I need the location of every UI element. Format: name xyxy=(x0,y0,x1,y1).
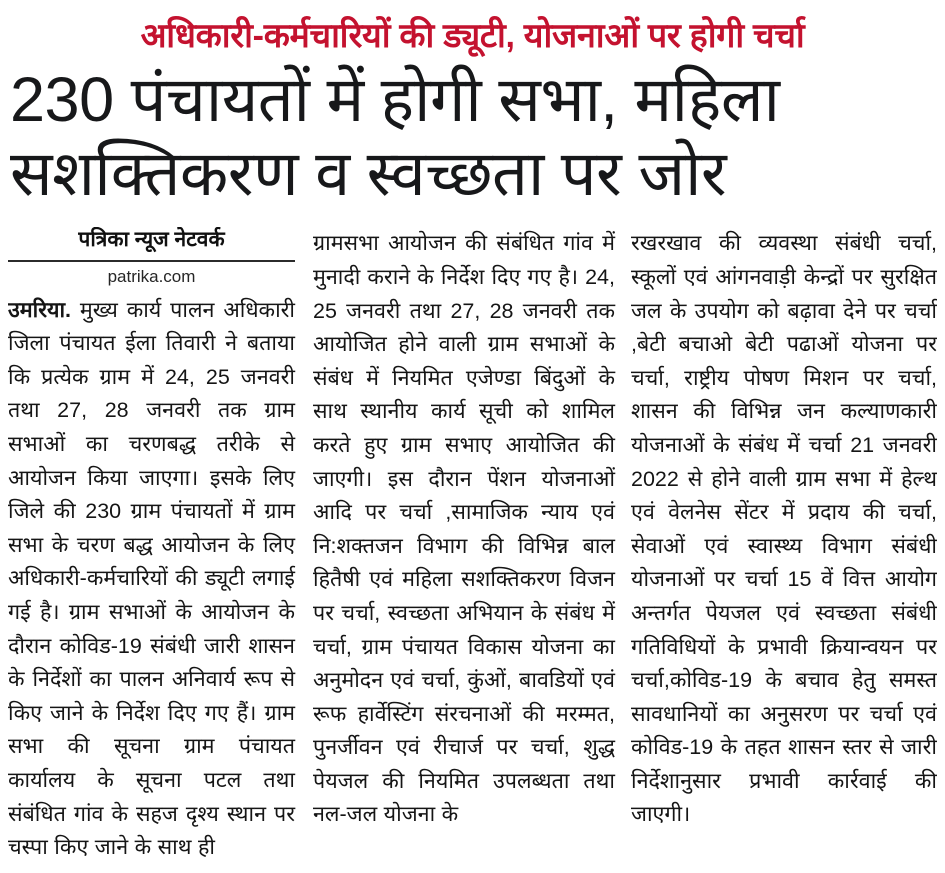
column-1 xyxy=(8,227,313,864)
main-headline xyxy=(8,63,937,212)
article-columns xyxy=(8,227,937,860)
byline: पत्रिका न्यूज नेटवर्क xyxy=(78,228,225,252)
byline-divider xyxy=(8,260,295,262)
publication-website: patrika.com xyxy=(107,266,196,286)
dateline: उमरिया. xyxy=(8,297,72,322)
article-body-column-1 xyxy=(8,294,295,865)
headline-line-2: सशक्तिकरण व स्वच्छता पर जोर xyxy=(10,139,727,210)
headline-line-1: 230 पंचायतों में होगी सभा, महिला xyxy=(10,64,780,135)
column-3 xyxy=(631,227,937,832)
article-body-column-1-text: मुख्य कार्य पालन अधिकारी जिला पंचायत ईला तिवारी ने बताया कि प्रत्येक ग्राम में 24, 25 जनवरी तथा 27, 28 जनवरी तक ग्राम सभाओं का चरणबद्ध तरीके से आयोजन किया जाएगा। इसके लिए जिले की 230 ग्राम पंचायतों में ग्राम सभा के चरण बद्ध आयोजन के लिए अधिकारी-कर्मचारियों की ड्यूटी लगाई गई है। ग्राम सभाओं के आयोजन के दौरान कोविड-19 संबंधी जारी शासन के निर्देशों का पालन अनिवार्य रूप से किए जाने के निर्देश दिए गए हैं। ग्राम सभा की सूचना ग्राम पंचायत कार्यालय के सूचना पटल तथा संबंधित गांव के सहज दृश्य स्थान पर चस्पा किए जाने के साथ ही xyxy=(8,297,296,860)
article-body-column-2: ग्रामसभा आयोजन की संबंधित गांव में मुनादी कराने के निर्देश दिए गए है। 24, 25 जनवरी तथा 27, 28 जनवरी तक आयोजित होने वाली ग्राम सभाओं के संबंध में नियमित एजेण्डा बिंदुओं के साथ स्थानीय कार्य सूची को शामिल करते हुए ग्राम सभाए आयोजित की जाएगी। इस दौरान पेंशन योजनाओं आदि पर चर्चा ,सामाजिक न्याय एवं नि:शक्तजन विभाग की विभिन्न बाल हितैषी एवं महिला सशक्तिकरण विजन पर चर्चा, स्वच्छता अभियान के संबंध में चर्चा, ग्राम पंचायत विकास योजना का अनुमोदन एवं चर्चा, कुंओं, बावडियों एवं रूफ हार्वेस्टिंग संरचनाओं की मरम्मत, पुनर्जीवन एवं रीचार्ज पर चर्चा, शुद्ध पेयजल की नियमित उपलब्धता तथा नल-जल योजना के xyxy=(313,231,615,827)
column-2 xyxy=(313,227,631,832)
kicker-headline: अधिकारी-कर्मचारियों की ड्यूटी, योजनाओं पर होगी चर्चा xyxy=(140,17,805,55)
article-body-column-3: रखरखाव की व्यवस्था संबंधी चर्चा, स्कूलों एवं आंगनवाड़ी केन्द्रों पर सुरक्षित जल के उपयोग को बढ़ावा देने पर चर्चा ,बेटी बचाओ बेटी पढाओं योजना पर चर्चा, राष्ट्रीय पोषण मिशन पर चर्चा, शासन की विभिन्न जन कल्याणकारी योजनाओं के संबंध में चर्चा 21 जनवरी 2022 से होने वाली ग्राम सभा में हेल्थ एवं वेलनेस सेंटर में प्रदाय की चर्चा, सेवाओं एवं स्वास्थ्य विभाग संबंधी योजनाओं पर चर्चा 15 वें वित्त आयोग अन्तर्गत पेयजल एवं स्वच्छता संबंधी गतिविधियों के प्रभावी क्रियान्वयन पर चर्चा,कोविड-19 के बचाव हेतु समस्त सावधानियों का अनुसरण पर चर्चा एवं कोविड-19 के तहत शासन स्तर से जारी निर्देशानुसार प्रभावी कार्रवाई की जाएगी। xyxy=(631,231,937,827)
